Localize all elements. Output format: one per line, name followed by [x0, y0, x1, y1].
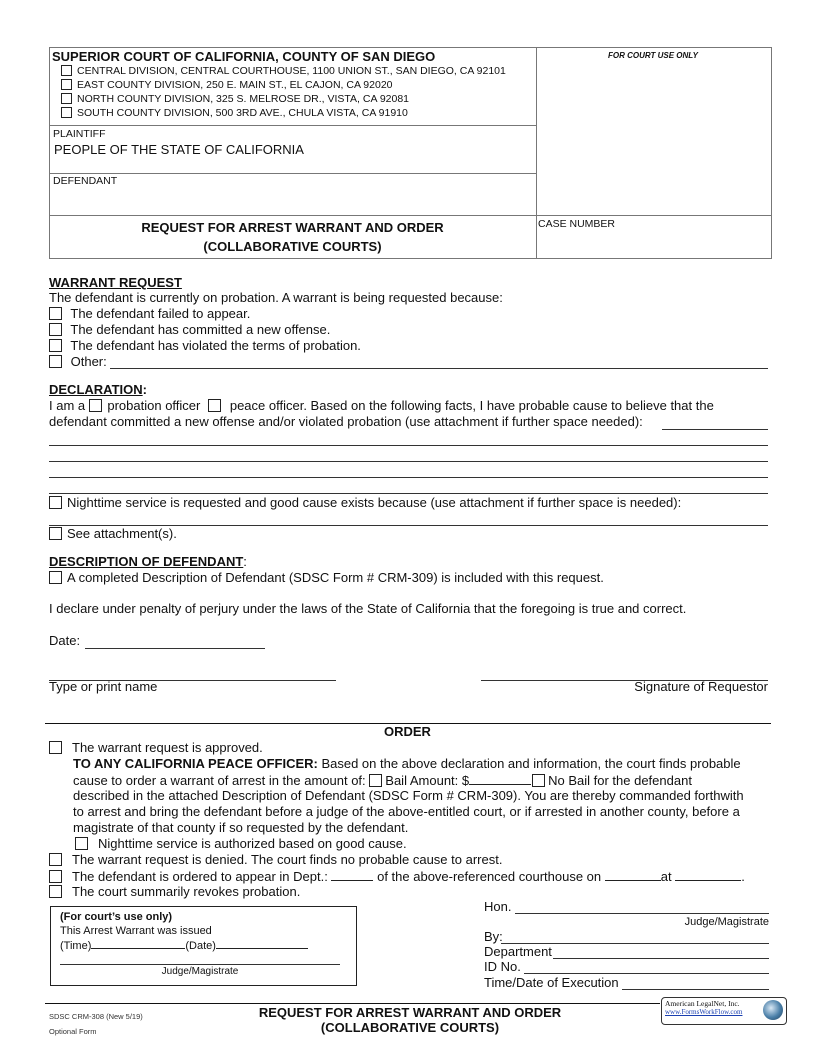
- see-attachment[interactable]: [49, 526, 177, 542]
- division-label: NORTH COUNTY DIVISION, 325 S. MELROSE DR., VISTA, CA 92081: [77, 93, 410, 105]
- no-bail-checkbox[interactable]: [532, 774, 545, 787]
- checkbox[interactable]: [49, 323, 62, 336]
- date-input-line[interactable]: [85, 648, 265, 649]
- judge-label: Judge/Magistrate: [161, 966, 239, 977]
- department-input-line[interactable]: [553, 958, 769, 959]
- description-heading: [49, 554, 247, 570]
- americanlegalnet-logo: [661, 997, 787, 1025]
- approved-label: The warrant request is approved.: [72, 740, 263, 755]
- checkbox[interactable]: [61, 107, 72, 118]
- nighttime-request[interactable]: [49, 495, 681, 511]
- warrant-request-heading: WARRANT REQUEST: [49, 275, 182, 290]
- option-label: Other:: [70, 354, 107, 369]
- division-east[interactable]: [61, 78, 506, 92]
- declaration-heading: [49, 382, 147, 398]
- facts-input-line[interactable]: [49, 477, 768, 478]
- declaration-officer-line: [49, 398, 714, 414]
- checkbox[interactable]: [49, 741, 62, 754]
- colon: :: [142, 382, 147, 397]
- order-para-3: described in the attached Description of Defendant (SDSC Form # CRM-309). You are thereby commanded forthwith: [73, 788, 744, 803]
- plaintiff-label: PLAINTIFF: [53, 128, 106, 140]
- time-input[interactable]: [675, 868, 741, 881]
- checkbox[interactable]: [75, 837, 88, 850]
- signature-label: Signature of Requestor: [634, 679, 768, 694]
- facts-input-line[interactable]: [49, 461, 768, 462]
- issued-time-date: [60, 938, 308, 953]
- order-para-2: [73, 772, 692, 789]
- checkbox[interactable]: [61, 65, 72, 76]
- checkbox[interactable]: [49, 355, 62, 368]
- peace-officer-label: peace officer. Based on the following facts, I have probable cause to believe that the: [229, 398, 714, 413]
- by-label: By:: [484, 929, 503, 944]
- hon-judge-label: Judge/Magistrate: [684, 916, 769, 928]
- id-no-label: ID No.: [484, 959, 521, 974]
- declaration-facts-line: defendant committed a new offense and/or violated probation (use attachment if further space needed):: [49, 414, 643, 429]
- no-bail-label: No Bail for the defendant: [548, 773, 692, 788]
- division-options: [61, 64, 506, 120]
- division-label: CENTRAL DIVISION, CENTRAL COURTHOUSE, 1100 UNION ST., SAN DIEGO, CA 92101: [77, 65, 506, 77]
- court-title: SUPERIOR COURT OF CALIFORNIA, COUNTY OF SAN DIEGO: [52, 49, 436, 64]
- peace-officer-heading: TO ANY CALIFORNIA PEACE OFFICER:: [73, 756, 318, 771]
- form-title-line: (COLLABORATIVE COURTS): [203, 239, 382, 254]
- probation-officer-label: probation officer: [107, 398, 201, 413]
- court-use-title: (For court’s use only): [60, 911, 173, 923]
- facts-input-line[interactable]: [662, 429, 768, 430]
- dept-input[interactable]: [331, 868, 373, 881]
- bail-amount-checkbox[interactable]: [369, 774, 382, 787]
- option-label: The defendant failed to appear.: [70, 306, 251, 321]
- checkbox[interactable]: [49, 571, 62, 584]
- order-nighttime[interactable]: [75, 836, 407, 852]
- revokes-label: The court summarily revokes probation.: [72, 884, 301, 899]
- bail-amount-input[interactable]: [469, 772, 531, 785]
- i-am-a: I am a: [49, 398, 86, 413]
- peace-officer-checkbox[interactable]: [208, 399, 221, 412]
- checkbox[interactable]: [49, 870, 62, 883]
- order-heading: ORDER: [384, 724, 431, 739]
- appear-label: of the above-referenced courthouse on: [377, 869, 602, 884]
- checkbox[interactable]: [49, 339, 62, 352]
- order-denied[interactable]: [49, 852, 502, 868]
- see-attachment-label: See attachment(s).: [67, 526, 177, 541]
- checkbox[interactable]: [49, 853, 62, 866]
- time-date-execution-label: Time/Date of Execution: [484, 975, 619, 990]
- heading-text: DECLARATION: [49, 382, 143, 397]
- logo-name: American LegalNet, Inc.: [665, 999, 740, 1008]
- id-no-input-line[interactable]: [524, 973, 769, 974]
- defendant-label: DEFENDANT: [53, 175, 118, 187]
- time-label: (Time): [60, 940, 92, 952]
- footer-title: [225, 1005, 595, 1035]
- type-name-label: Type or print name: [49, 679, 158, 694]
- footer-title-line: (COLLABORATIVE COURTS): [320, 1020, 500, 1035]
- form-title: [49, 218, 536, 256]
- perjury-statement: I declare under penalty of perjury under the laws of the State of California that the foregoing is true and correct.: [49, 601, 687, 616]
- para-text: cause to order a warrant of arrest in the amount of:: [73, 773, 366, 788]
- option-violated-probation[interactable]: [49, 338, 361, 354]
- option-new-offense[interactable]: [49, 322, 330, 338]
- date-input[interactable]: [216, 938, 308, 949]
- heading-text: DESCRIPTION OF DEFENDANT: [49, 554, 244, 569]
- date-input[interactable]: [605, 868, 661, 881]
- globe-icon: [763, 1000, 783, 1020]
- date-label: Date:: [49, 633, 81, 648]
- checkbox[interactable]: [61, 93, 72, 104]
- time-input[interactable]: [91, 938, 185, 949]
- checkbox[interactable]: [49, 496, 62, 509]
- colon: :: [243, 554, 247, 569]
- facts-input-line[interactable]: [49, 493, 768, 494]
- division-label: EAST COUNTY DIVISION, 250 E. MAIN ST., EL CAJON, CA 92020: [77, 79, 393, 91]
- checkbox[interactable]: [49, 307, 62, 320]
- appear-label: The defendant is ordered to appear in Dept.:: [72, 869, 328, 884]
- order-appear[interactable]: The defendant is ordered to appear in Dept.: of the above-referenced courthouse on at .: [49, 868, 745, 885]
- probation-officer-checkbox[interactable]: [89, 399, 102, 412]
- order-revokes[interactable]: [49, 884, 300, 900]
- bail-amount-label: Bail Amount: $: [385, 773, 470, 788]
- plaintiff-value: PEOPLE OF THE STATE OF CALIFORNIA: [54, 142, 304, 157]
- footer-title-line: REQUEST FOR ARREST WARRANT AND ORDER: [258, 1005, 562, 1020]
- option-label: The defendant has violated the terms of probation.: [70, 338, 361, 353]
- divider: [49, 125, 536, 126]
- form-title-line: REQUEST FOR ARREST WARRANT AND ORDER: [141, 220, 444, 235]
- case-number-label: CASE NUMBER: [538, 218, 616, 230]
- description-label: A completed Description of Defendant (SDSC Form # CRM-309) is included with this request.: [67, 570, 604, 585]
- option-other[interactable]: [49, 354, 107, 370]
- order-para-4: to arrest and bring the defendant before a judge of the above-entitled court, or if arrested in another county, before a: [73, 804, 740, 819]
- logo-url: www.FormsWorkFlow.com: [665, 1008, 743, 1016]
- order-approved[interactable]: [49, 740, 263, 756]
- date-label: (Date): [185, 940, 216, 952]
- nighttime-label: Nighttime service is requested and good cause exists because (use attachment if further space is needed):: [67, 495, 682, 510]
- footer-divider: [45, 1003, 660, 1004]
- denied-label: The warrant request is denied. The court finds no probable cause to arrest.: [72, 852, 503, 867]
- option-label: The defendant has committed a new offense.: [70, 322, 331, 337]
- order-para-5: magistrate of that county if so requested by the defendant.: [73, 820, 409, 835]
- caption-divider: [536, 47, 537, 259]
- description-option[interactable]: [49, 570, 604, 586]
- divider: [49, 215, 771, 216]
- division-south[interactable]: [61, 106, 506, 120]
- para-text: Based on the above declaration and information, the court finds probable: [317, 756, 741, 771]
- issued-label: This Arrest Warrant was issued: [60, 925, 212, 937]
- court-use-only-label: FOR COURT USE ONLY: [608, 51, 698, 60]
- checkbox[interactable]: [49, 527, 62, 540]
- other-input-line[interactable]: [110, 368, 768, 369]
- warrant-intro: The defendant is currently on probation. A warrant is being requested because:: [49, 290, 503, 305]
- hon-label: Hon.: [484, 899, 512, 914]
- optional-form: Optional Form: [49, 1027, 97, 1036]
- division-label: SOUTH COUNTY DIVISION, 500 3RD AVE., CHULA VISTA, CA 91910: [77, 107, 408, 119]
- nighttime-label: Nighttime service is authorized based on good cause.: [98, 836, 407, 851]
- at-label: at: [660, 869, 672, 884]
- divider: [49, 173, 536, 174]
- division-central[interactable]: [61, 64, 506, 78]
- execution-input-line[interactable]: [622, 989, 769, 990]
- division-north[interactable]: [61, 92, 506, 106]
- order-para-1: [73, 756, 741, 772]
- form-number: SDSC CRM-308 (New 5/19): [49, 1012, 143, 1021]
- facts-input-line[interactable]: [49, 445, 768, 446]
- option-failed-to-appear[interactable]: [49, 306, 250, 322]
- checkbox[interactable]: [61, 79, 72, 90]
- checkbox[interactable]: [49, 885, 62, 898]
- department-label: Department: [484, 944, 552, 959]
